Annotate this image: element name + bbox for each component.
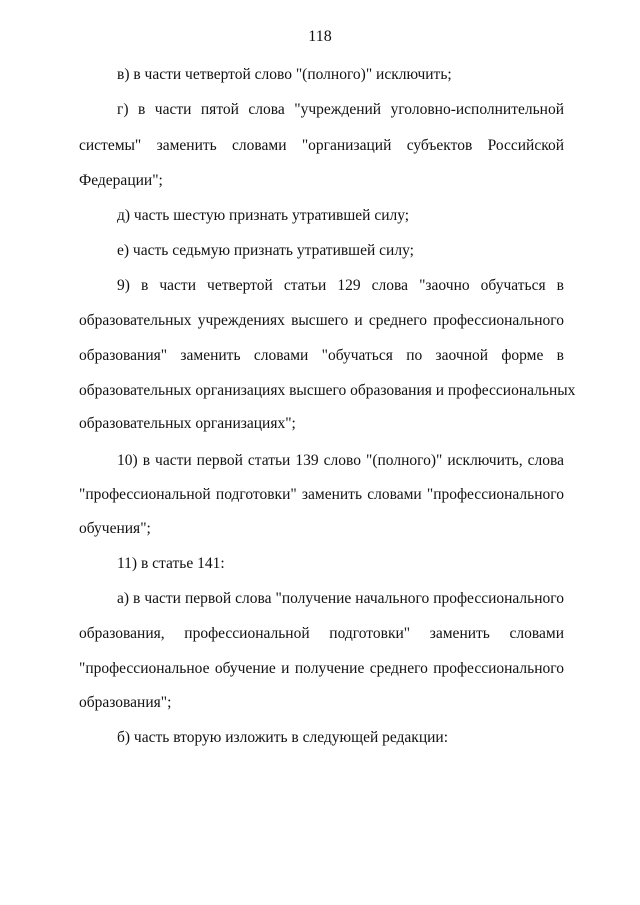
text-line: образовательных организациях"; [79, 415, 296, 432]
text-line: г) в части пятой слова "учреждений уголовно-исполнительной [117, 101, 564, 118]
page-number: 118 [308, 28, 332, 45]
text-line: в) в части четвертой слово "(полного)" исключить; [117, 66, 452, 83]
text-line: 9) в части четвертой статьи 129 слова "заочно обучаться в [117, 277, 564, 294]
text-line: образования" заменить словами "обучаться по заочной форме в [79, 347, 564, 364]
text-line: Федерации"; [79, 172, 163, 189]
text-line: а) в части первой слова "получение начального профессионального [117, 590, 564, 607]
text-line: обучения"; [79, 520, 151, 537]
text-line: д) часть шестую признать утратившей силу; [117, 207, 410, 224]
text-line: "профессиональное обучение и получение среднего профессионального [79, 660, 564, 677]
text-line: 11) в статье 141: [117, 555, 225, 572]
text-line: "профессиональной подготовки" заменить словами "профессионального [79, 486, 564, 503]
text-line: системы" заменить словами "организаций субъектов Российской [79, 137, 564, 154]
text-line: образовательных организациях высшего образования и профессиональных [79, 382, 576, 399]
text-line: образовательных учреждениях высшего и среднего профессионального [79, 312, 564, 329]
text-line: б) часть вторую изложить в следующей редакции: [117, 729, 449, 746]
text-line: образования"; [79, 694, 172, 711]
text-line: образования, профессиональной подготовки" заменить словами [79, 625, 564, 642]
text-line: е) часть седьмую признать утратившей силу; [117, 242, 414, 259]
text-line: 10) в части первой статьи 139 слово "(полного)" исключить, слова [117, 452, 564, 469]
